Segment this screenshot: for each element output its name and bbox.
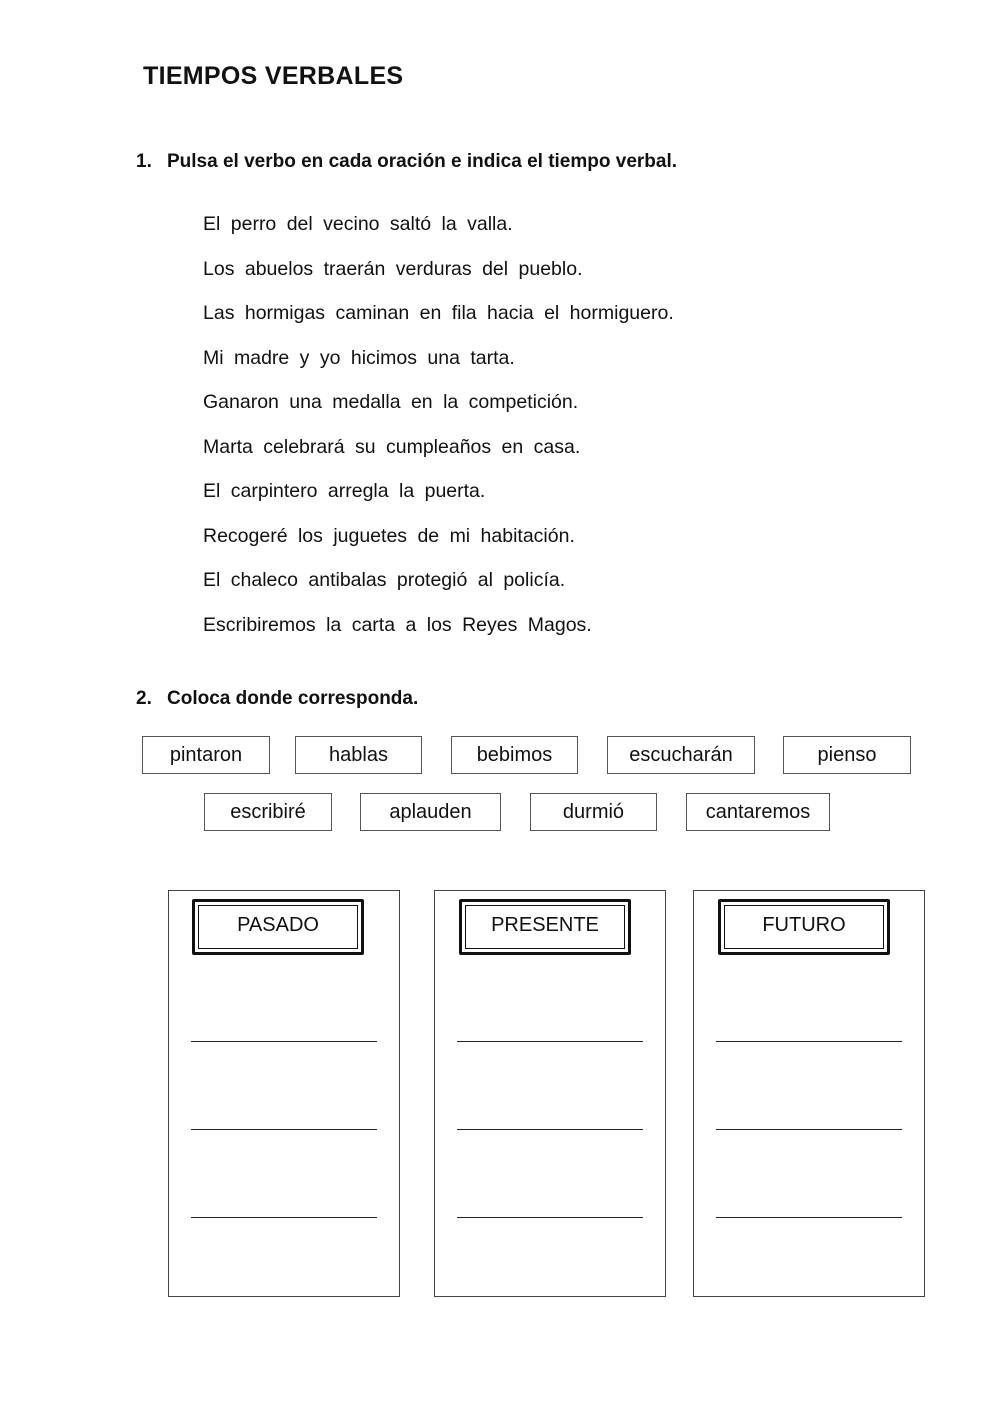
question-1: [136, 151, 677, 173]
word-chip-pienso[interactable]: pienso: [783, 736, 911, 774]
answer-line: [716, 1217, 902, 1218]
drop-slot[interactable]: [716, 991, 902, 1051]
question-1-number: 1.: [136, 151, 152, 172]
column-header-futuro: [718, 899, 890, 955]
question-2-number: 2.: [136, 688, 152, 709]
drop-slot[interactable]: [457, 1167, 643, 1227]
answer-line: [191, 1217, 377, 1218]
word-chip-bebimos[interactable]: bebimos: [451, 736, 578, 774]
drop-slot[interactable]: [191, 991, 377, 1051]
column-header-presente: [459, 899, 631, 955]
answer-line: [457, 1041, 643, 1042]
word-chip-hablas[interactable]: hablas: [295, 736, 422, 774]
sentence[interactable]: Mi madre y yo hicimos una tarta.: [203, 346, 515, 369]
word-chip-durmio[interactable]: durmió: [530, 793, 657, 831]
drop-slot[interactable]: [191, 1079, 377, 1139]
answer-line: [457, 1129, 643, 1130]
word-chip-pintaron[interactable]: pintaron: [142, 736, 270, 774]
sentence[interactable]: El perro del vecino saltó la valla.: [203, 213, 513, 235]
column-header-label: PASADO: [198, 905, 358, 949]
drop-slot[interactable]: [191, 1167, 377, 1227]
sentence[interactable]: Las hormigas caminan en fila hacia el hormiguero.: [203, 302, 674, 324]
drop-slot[interactable]: [716, 1079, 902, 1139]
question-1-text: Pulsa el verbo en cada oración e indica el tiempo verbal.: [167, 151, 678, 172]
word-chip-escribire[interactable]: escribiré: [204, 793, 332, 831]
word-chip-aplauden[interactable]: aplauden: [360, 793, 501, 831]
sentence[interactable]: Marta celebrará su cumpleaños en casa.: [203, 435, 581, 458]
drop-slot[interactable]: [457, 1079, 643, 1139]
sentence[interactable]: El carpintero arregla la puerta.: [203, 480, 486, 502]
sentence[interactable]: El chaleco antibalas protegió al policía.: [203, 569, 566, 591]
drop-slot[interactable]: [716, 1167, 902, 1227]
answer-line: [716, 1129, 902, 1130]
drop-slot[interactable]: [457, 991, 643, 1051]
column-futuro: [693, 890, 925, 1297]
answer-line: [191, 1129, 377, 1130]
word-chip-escucharan[interactable]: escucharán: [607, 736, 755, 774]
column-header-label: PRESENTE: [465, 905, 625, 949]
column-header-label: FUTURO: [724, 905, 884, 949]
word-chip-cantaremos[interactable]: cantaremos: [686, 793, 830, 831]
sentence[interactable]: Recogeré los juguetes de mi habitación.: [203, 524, 575, 547]
column-header-pasado: [192, 899, 364, 955]
sentence-list: [203, 209, 674, 654]
worksheet-title: TIEMPOS VERBALES: [143, 62, 404, 90]
question-2: [136, 688, 418, 710]
answer-line: [457, 1217, 643, 1218]
column-presente: [434, 890, 666, 1297]
question-2-text: Coloca donde corresponda.: [167, 688, 419, 709]
answer-line: [191, 1041, 377, 1042]
sentence[interactable]: Ganaron una medalla en la competición.: [203, 391, 579, 413]
answer-line: [716, 1041, 902, 1042]
sentence[interactable]: Escribiremos la carta a los Reyes Magos.: [203, 613, 592, 636]
sentence[interactable]: Los abuelos traerán verduras del pueblo.: [203, 257, 583, 280]
column-pasado: [168, 890, 400, 1297]
